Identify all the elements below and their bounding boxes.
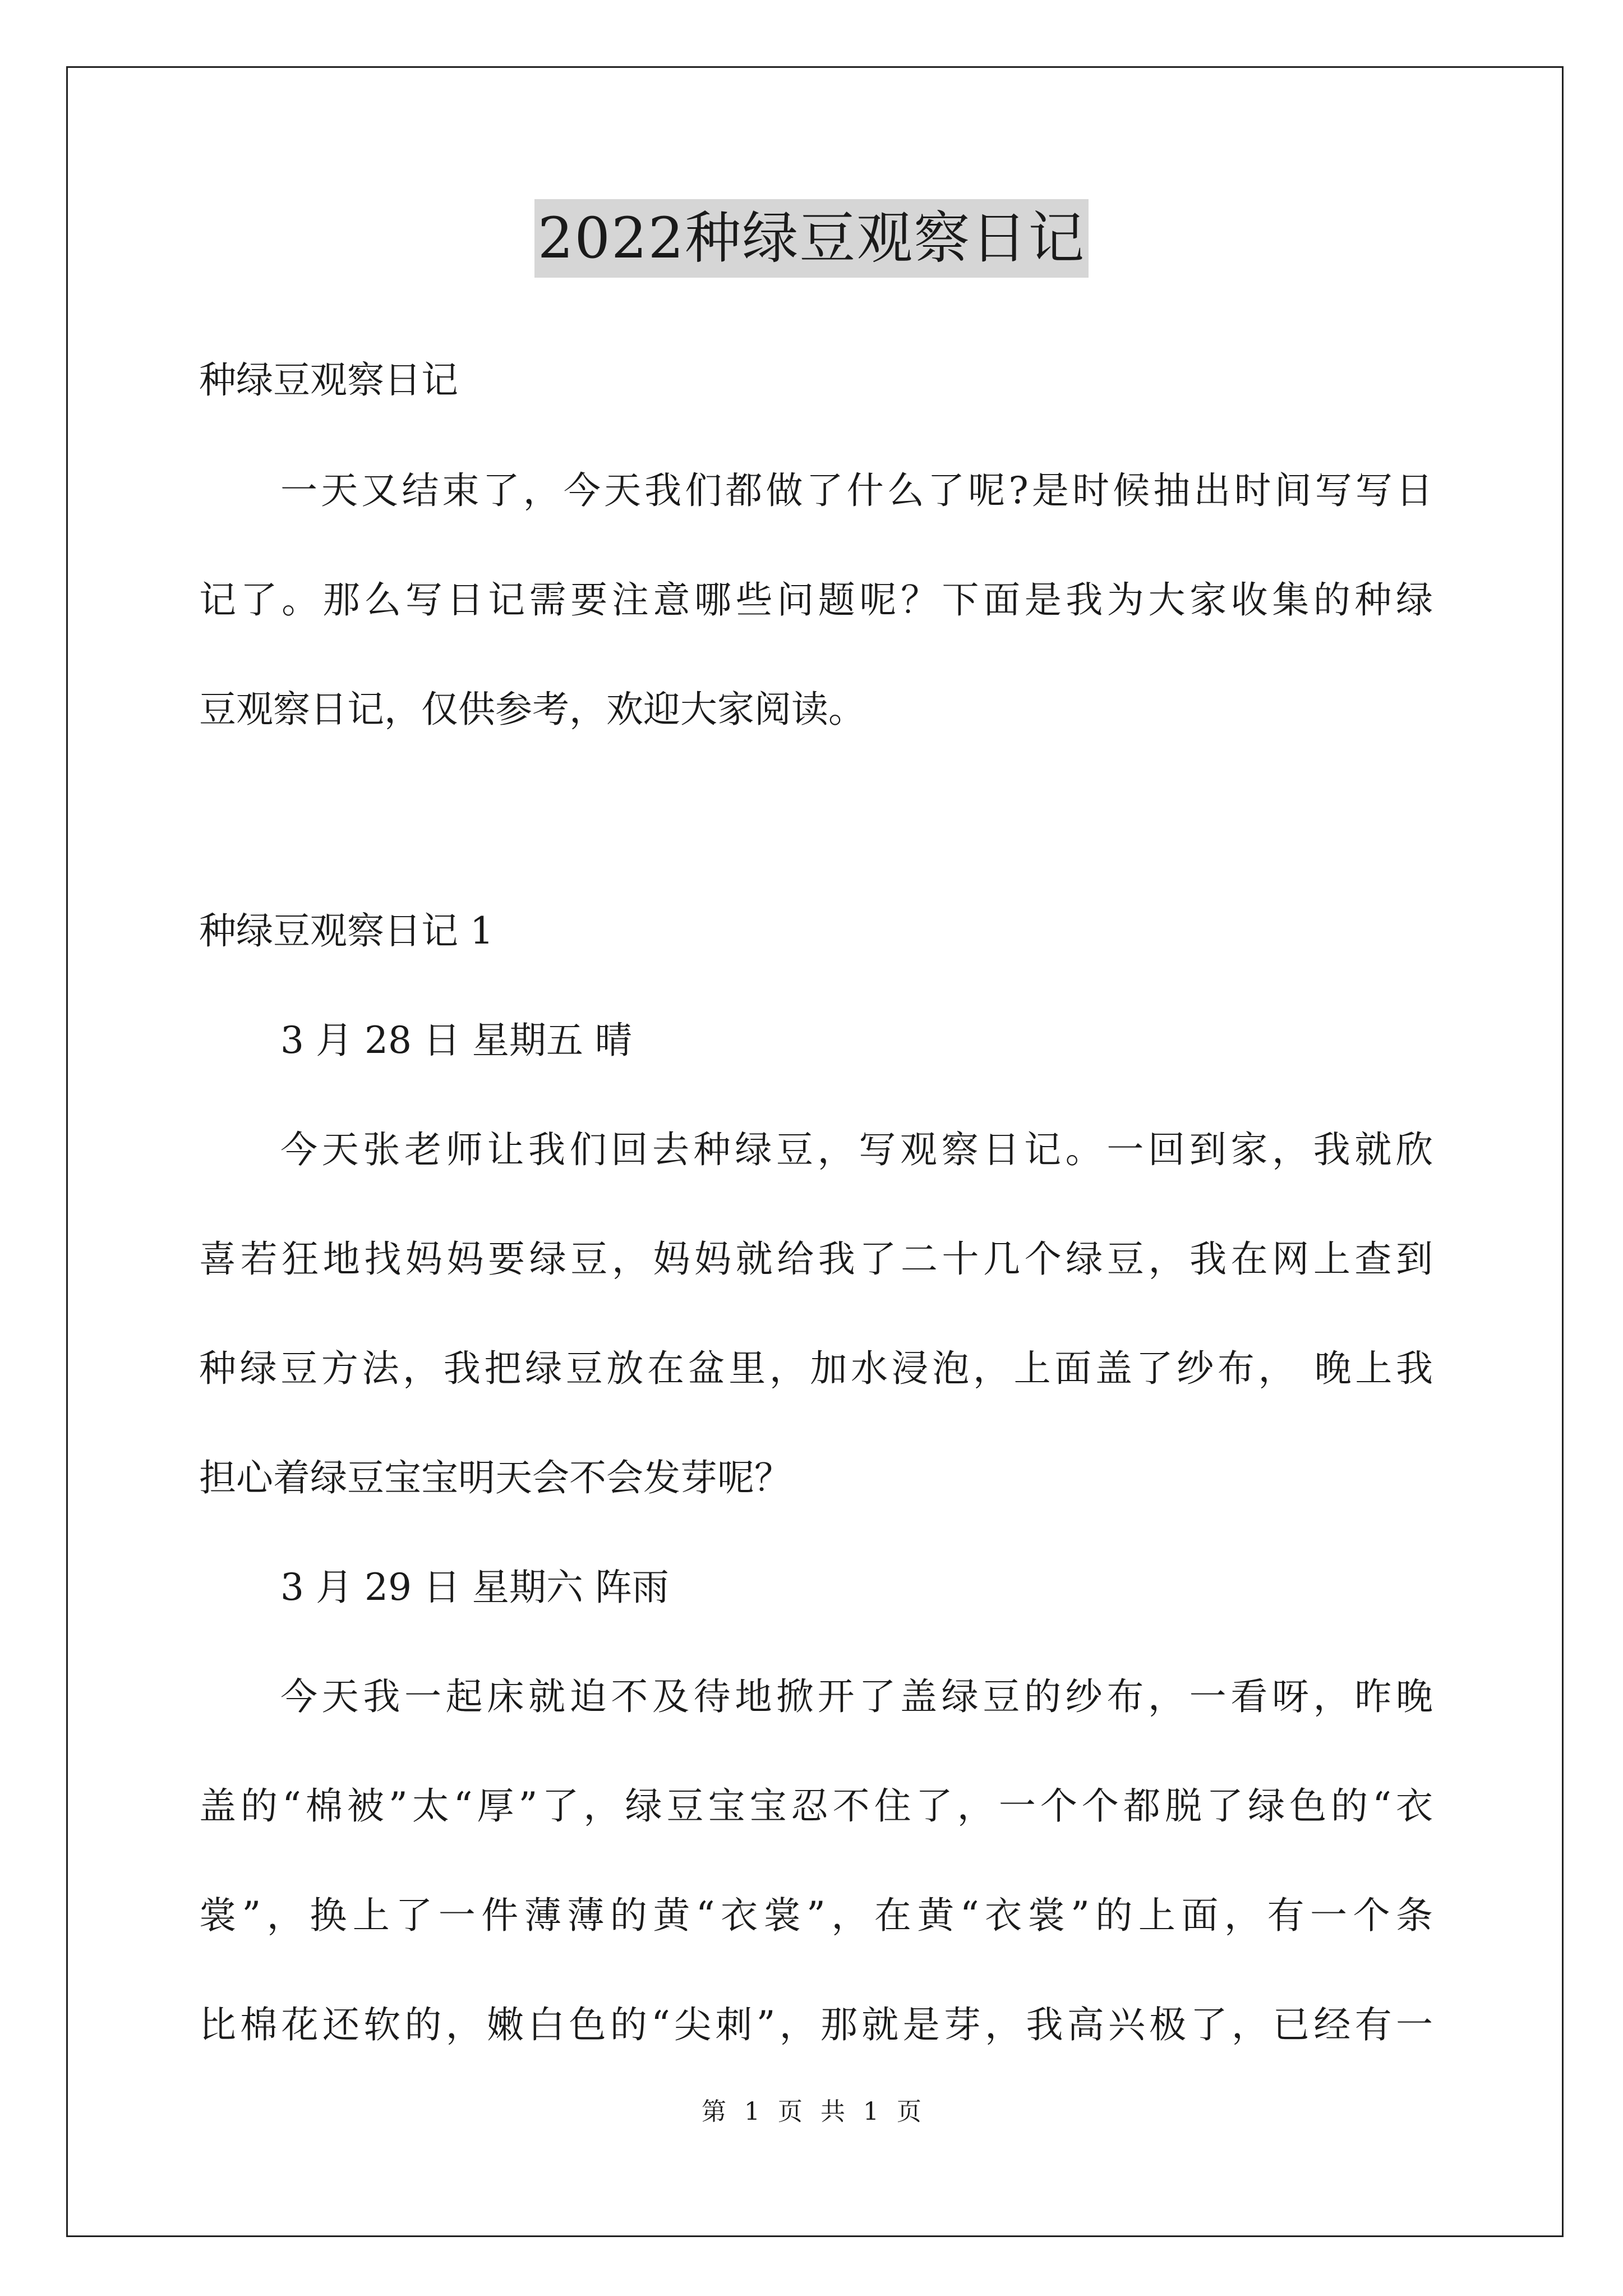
entry-2-date: 3 月 29 日 星期六 阵雨 [280, 1566, 669, 1609]
entry-2-line-1: 今天我一起床就迫不及待地掀开了盖绿豆的纱布，一看呀，昨晚 [280, 1675, 1433, 1718]
entry-2-line-3: 裳”，换上了一件薄薄的黄“衣裳”，在黄“衣裳”的上面，有一个条 [199, 1894, 1433, 1937]
entry-1-line-2: 喜若狂地找妈妈要绿豆，妈妈就给我了二十几个绿豆，我在网上查到 [199, 1237, 1433, 1281]
intro-line-1: 一天又结束了，今天我们都做了什么了呢?是时候抽出时间写写日 [280, 469, 1433, 512]
entry-1-line-1: 今天张老师让我们回去种绿豆，写观察日记。一回到家，我就欣 [280, 1128, 1433, 1171]
title-container [0, 199, 1623, 278]
entry-2-line-4: 比棉花还软的，嫩白色的“尖刺”，那就是芽，我高兴极了，已经有一 [199, 2003, 1433, 2046]
document-title: 2022种绿豆观察日记 [534, 199, 1089, 278]
entry-1-line-4: 担心着绿豆宝宝明天会不会发芽呢？ [199, 1456, 791, 1499]
entry-2-line-2: 盖的“棉被”太“厚”了，绿豆宝宝忍不住了，一个个都脱了绿色的“衣 [199, 1784, 1433, 1828]
entry-1-date: 3 月 28 日 星期五 晴 [280, 1019, 632, 1062]
intro-line-3: 豆观察日记，仅供参考，欢迎大家阅读。 [199, 688, 865, 731]
page-footer: 第 1 页 共 1 页 [702, 2097, 921, 2126]
intro-line-2: 记了。那么写日记需要注意哪些问题呢？下面是我为大家收集的种绿 [199, 578, 1433, 622]
section-heading-1: 种绿豆观察日记 1 [199, 909, 494, 953]
section-heading: 种绿豆观察日记 [199, 358, 458, 402]
entry-1-line-3: 种绿豆方法，我把绿豆放在盆里，加水浸泡，上面盖了纱布， 晚上我 [199, 1347, 1433, 1390]
